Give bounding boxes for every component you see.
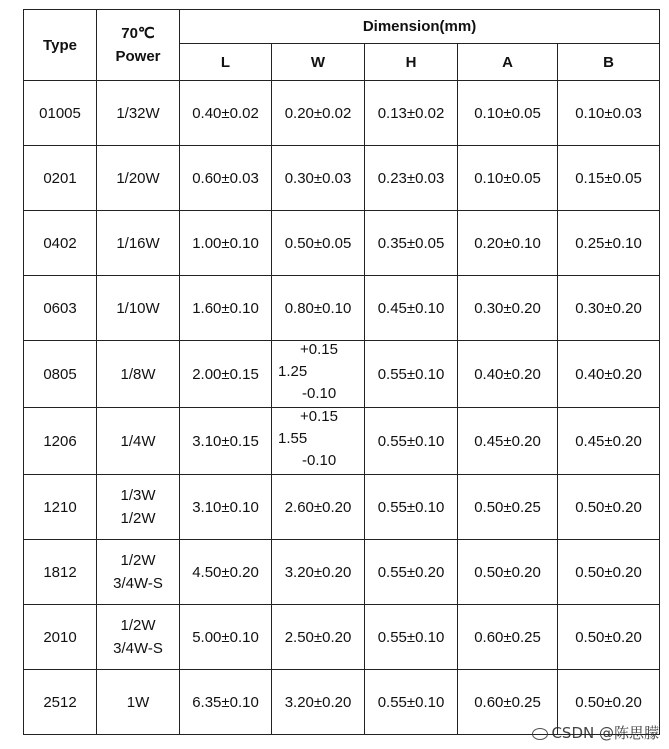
header-dimension: Dimension(mm) <box>180 10 660 44</box>
cell-power <box>97 408 180 475</box>
table-row <box>24 408 660 475</box>
tolerance-minus: -0.10 <box>302 385 337 402</box>
cell-w <box>272 408 365 475</box>
cell-l: 4.50±0.20 <box>180 540 272 605</box>
cell-a: 0.10±0.05 <box>458 81 558 146</box>
cell-power <box>97 605 180 670</box>
cell-h: 0.23±0.03 <box>365 146 458 211</box>
table-row <box>24 475 660 540</box>
tolerance-base: 1.55 <box>278 430 308 447</box>
cell-h: 0.55±0.20 <box>365 540 458 605</box>
cell-l: 3.10±0.15 <box>180 408 272 475</box>
cell-w: 2.60±0.20 <box>272 475 365 540</box>
cell-power-line: 1/2W <box>120 552 156 569</box>
cell-power <box>97 341 180 408</box>
table-row <box>24 276 660 341</box>
cell-power-line: 1/20W <box>116 169 160 187</box>
cell-h: 0.55±0.10 <box>365 475 458 540</box>
cell-power <box>97 146 180 211</box>
cell-type: 0402 <box>24 211 97 276</box>
cell-power-line: 3/4W-S <box>113 640 163 657</box>
cell-w: 3.20±0.20 <box>272 670 365 735</box>
cell-l: 0.40±0.02 <box>180 81 272 146</box>
cell-a: 0.45±0.20 <box>458 408 558 475</box>
cell-a: 0.50±0.20 <box>458 540 558 605</box>
tolerance-plus: +0.15 <box>300 341 338 358</box>
cell-l: 2.00±0.15 <box>180 341 272 408</box>
cell-l: 0.60±0.03 <box>180 146 272 211</box>
cell-b: 0.40±0.20 <box>558 341 660 408</box>
header-col-a: A <box>458 44 558 81</box>
cell-l: 5.00±0.10 <box>180 605 272 670</box>
cell-power-line: 1/32W <box>116 104 160 122</box>
table-row <box>24 211 660 276</box>
cell-b: 0.50±0.20 <box>558 540 660 605</box>
cell-b: 0.10±0.03 <box>558 81 660 146</box>
cell-type: 2512 <box>24 670 97 735</box>
cell-w: 3.20±0.20 <box>272 540 365 605</box>
header-col-l: L <box>180 44 272 81</box>
cell-type: 0603 <box>24 276 97 341</box>
header-type: Type <box>24 10 97 81</box>
cell-power-line: 1/2W <box>120 617 156 634</box>
cell-w: 0.50±0.05 <box>272 211 365 276</box>
cell-power-line: 1/2W <box>120 510 156 527</box>
wechat-icon <box>532 728 548 740</box>
cell-power-line: 1/3W <box>120 487 156 504</box>
cell-type: 0201 <box>24 146 97 211</box>
resistor-dimension-table <box>23 9 660 735</box>
cell-power-line: 1/16W <box>116 234 160 252</box>
cell-b: 0.25±0.10 <box>558 211 660 276</box>
cell-b: 0.30±0.20 <box>558 276 660 341</box>
table-row <box>24 81 660 146</box>
cell-l: 6.35±0.10 <box>180 670 272 735</box>
cell-b: 0.45±0.20 <box>558 408 660 475</box>
cell-w <box>272 341 365 408</box>
cell-power-line: 1/10W <box>116 299 160 317</box>
cell-power-line: 1/4W <box>120 432 156 450</box>
cell-h: 0.13±0.02 <box>365 81 458 146</box>
cell-a: 0.50±0.25 <box>458 475 558 540</box>
cell-l: 1.60±0.10 <box>180 276 272 341</box>
cell-a: 0.30±0.20 <box>458 276 558 341</box>
tolerance-value <box>278 408 358 470</box>
cell-power <box>97 540 180 605</box>
header-power <box>97 10 180 81</box>
tolerance-value <box>278 341 358 403</box>
table-row <box>24 146 660 211</box>
cell-type: 0805 <box>24 341 97 408</box>
cell-type: 2010 <box>24 605 97 670</box>
cell-h: 0.35±0.05 <box>365 211 458 276</box>
tolerance-plus: +0.15 <box>300 408 338 425</box>
cell-power <box>97 81 180 146</box>
cell-power <box>97 211 180 276</box>
cell-h: 0.55±0.10 <box>365 341 458 408</box>
cell-b: 0.50±0.20 <box>558 605 660 670</box>
cell-w: 0.80±0.10 <box>272 276 365 341</box>
header-power-label: Power <box>115 48 161 65</box>
table-row <box>24 341 660 408</box>
header-col-h: H <box>365 44 458 81</box>
cell-a: 0.60±0.25 <box>458 605 558 670</box>
cell-l: 3.10±0.10 <box>180 475 272 540</box>
cell-l: 1.00±0.10 <box>180 211 272 276</box>
cell-type: 01005 <box>24 81 97 146</box>
cell-w: 0.30±0.03 <box>272 146 365 211</box>
cell-a: 0.40±0.20 <box>458 341 558 408</box>
cell-power <box>97 670 180 735</box>
cell-type: 1206 <box>24 408 97 475</box>
cell-a: 0.20±0.10 <box>458 211 558 276</box>
cell-h: 0.55±0.10 <box>365 408 458 475</box>
cell-a: 0.10±0.05 <box>458 146 558 211</box>
table-row <box>24 605 660 670</box>
cell-power-line: 1/8W <box>120 365 156 383</box>
header-power-temp: 70℃ <box>121 25 155 42</box>
cell-b: 0.50±0.20 <box>558 670 660 735</box>
cell-power <box>97 475 180 540</box>
cell-power <box>97 276 180 341</box>
cell-h: 0.55±0.10 <box>365 670 458 735</box>
cell-b: 0.50±0.20 <box>558 475 660 540</box>
cell-type: 1812 <box>24 540 97 605</box>
cell-w: 0.20±0.02 <box>272 81 365 146</box>
cell-w: 2.50±0.20 <box>272 605 365 670</box>
cell-a: 0.60±0.25 <box>458 670 558 735</box>
table-row <box>24 540 660 605</box>
cell-b: 0.15±0.05 <box>558 146 660 211</box>
watermark <box>529 722 659 743</box>
tolerance-minus: -0.10 <box>302 452 337 469</box>
cell-power-line: 1W <box>126 693 150 711</box>
watermark-text: CSDN @陈思朦 <box>551 724 659 742</box>
header-col-w: W <box>272 44 365 81</box>
header-col-b: B <box>558 44 660 81</box>
cell-h: 0.55±0.10 <box>365 605 458 670</box>
cell-type: 1210 <box>24 475 97 540</box>
tolerance-base: 1.25 <box>278 363 308 380</box>
cell-h: 0.45±0.10 <box>365 276 458 341</box>
cell-power-line: 3/4W-S <box>113 575 163 592</box>
